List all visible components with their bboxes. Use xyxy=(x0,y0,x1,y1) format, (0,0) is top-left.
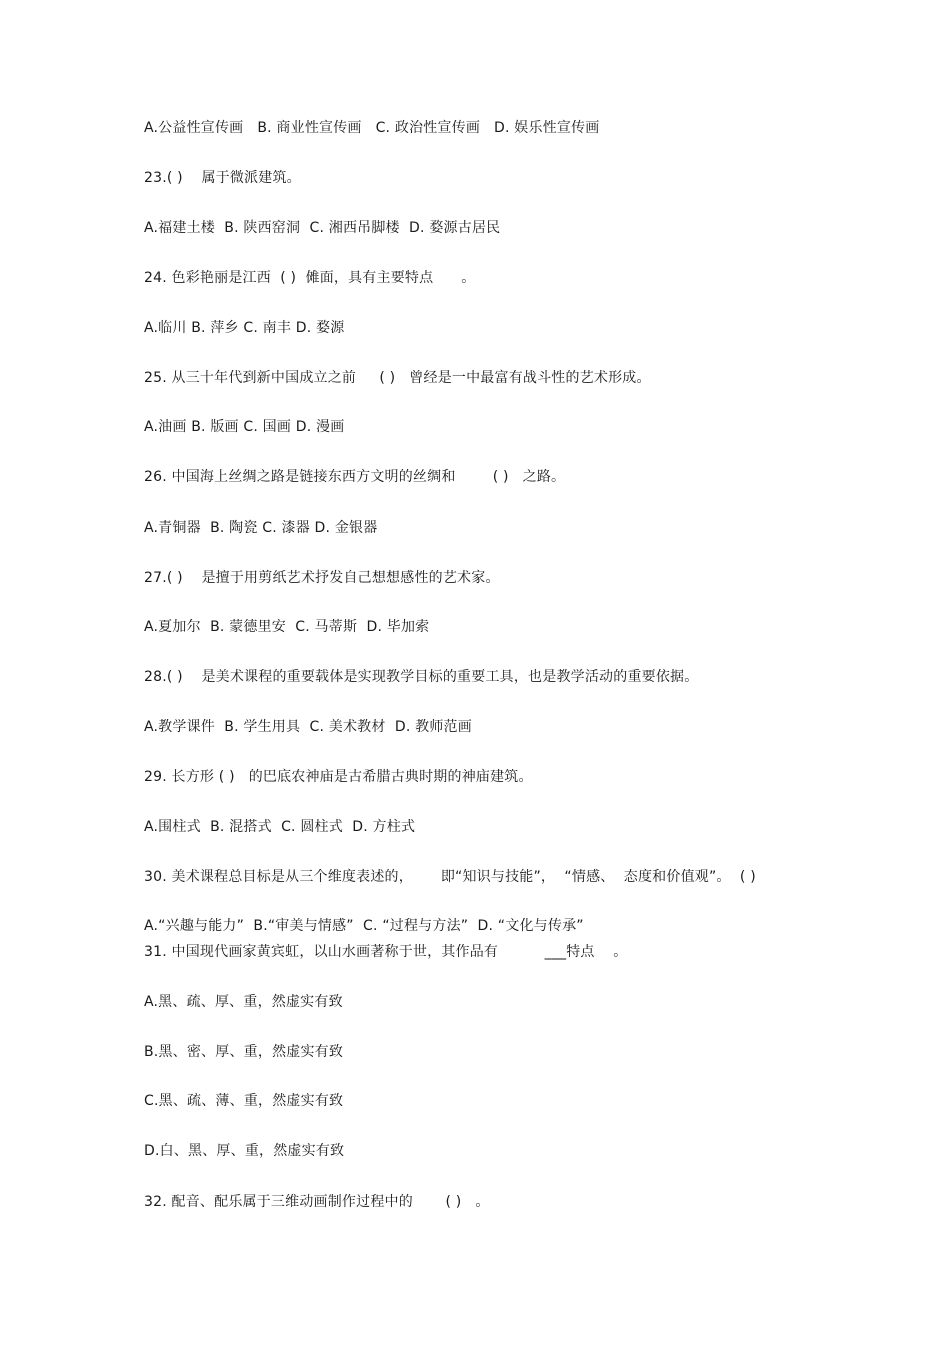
q22-options: A.公益性宣传画 B. 商业性宣传画 C. 政治性宣传画 D. 娱乐性宣传画 xyxy=(144,120,600,136)
q28-options: A.教学课件 B. 学生用具 C. 美术教材 D. 教师范画 xyxy=(144,719,472,735)
q31-option-d: D.白、黑、厚、重，然虚实有致 xyxy=(144,1143,345,1159)
q26-options: A.青铜器 B. 陶瓷 C. 漆器 D. 金银器 xyxy=(144,520,378,536)
q28-question: 28.( ) 是美术课程的重要载体是实现教学目标的重要工具，也是教学活动的重要依据。 xyxy=(144,669,699,685)
q30-options: A.“兴趣与能力” B.“审美与情感” C. “过程与方法” D. “文化与传承” xyxy=(144,918,584,934)
q29-options: A.围柱式 B. 混搭式 C. 圆柱式 D. 方柱式 xyxy=(144,819,416,835)
q27-question: 27.( ) 是擅于用剪纸艺术抒发自己想想感性的艺术家。 xyxy=(144,570,500,586)
q24-options: A.临川 B. 萍乡 C. 南丰 D. 婺源 xyxy=(144,320,345,336)
q24-question: 24. 色彩艳丽是江西 ( ) 傩面，具有主要特点 。 xyxy=(144,270,476,286)
q26-question: 26. 中国海上丝绸之路是链接东西方文明的丝绸和 ( ) 之路。 xyxy=(144,469,566,485)
q25-question: 25. 从三十年代到新中国成立之前 ( ) 曾经是一中最富有战斗性的艺术形成。 xyxy=(144,370,651,386)
q31-option-b: B.黑、密、厚、重，然虚实有致 xyxy=(144,1044,344,1060)
q25-options: A.油画 B. 版画 C. 国画 D. 漫画 xyxy=(144,419,345,435)
q27-options: A.夏加尔 B. 蒙德里安 C. 马蒂斯 D. 毕加索 xyxy=(144,619,430,635)
q32-question: 32. 配音、配乐属于三维动画制作过程中的 ( ) 。 xyxy=(144,1194,490,1210)
q31-option-c: C.黑、疏、薄、重，然虚实有致 xyxy=(144,1093,344,1109)
q31-option-a: A.黑、疏、厚、重，然虚实有致 xyxy=(144,994,343,1010)
q29-question: 29. 长方形 ( ) 的巴底农神庙是古希腊古典时期的神庙建筑。 xyxy=(144,769,533,785)
q23-question: 23.( ) 属于微派建筑。 xyxy=(144,170,301,186)
q30-question: 30. 美术课程总目标是从三个维度表述的， 即“知识与技能”， “情感、 态度和价值观”。 ( ) xyxy=(144,869,756,885)
q31-question: 31. 中国现代画家黄宾虹，以山水画著称于世，其作品有 ___特点 。 xyxy=(144,944,628,960)
q23-options: A.福建土楼 B. 陕西窑洞 C. 湘西吊脚楼 D. 婺源古居民 xyxy=(144,220,501,236)
